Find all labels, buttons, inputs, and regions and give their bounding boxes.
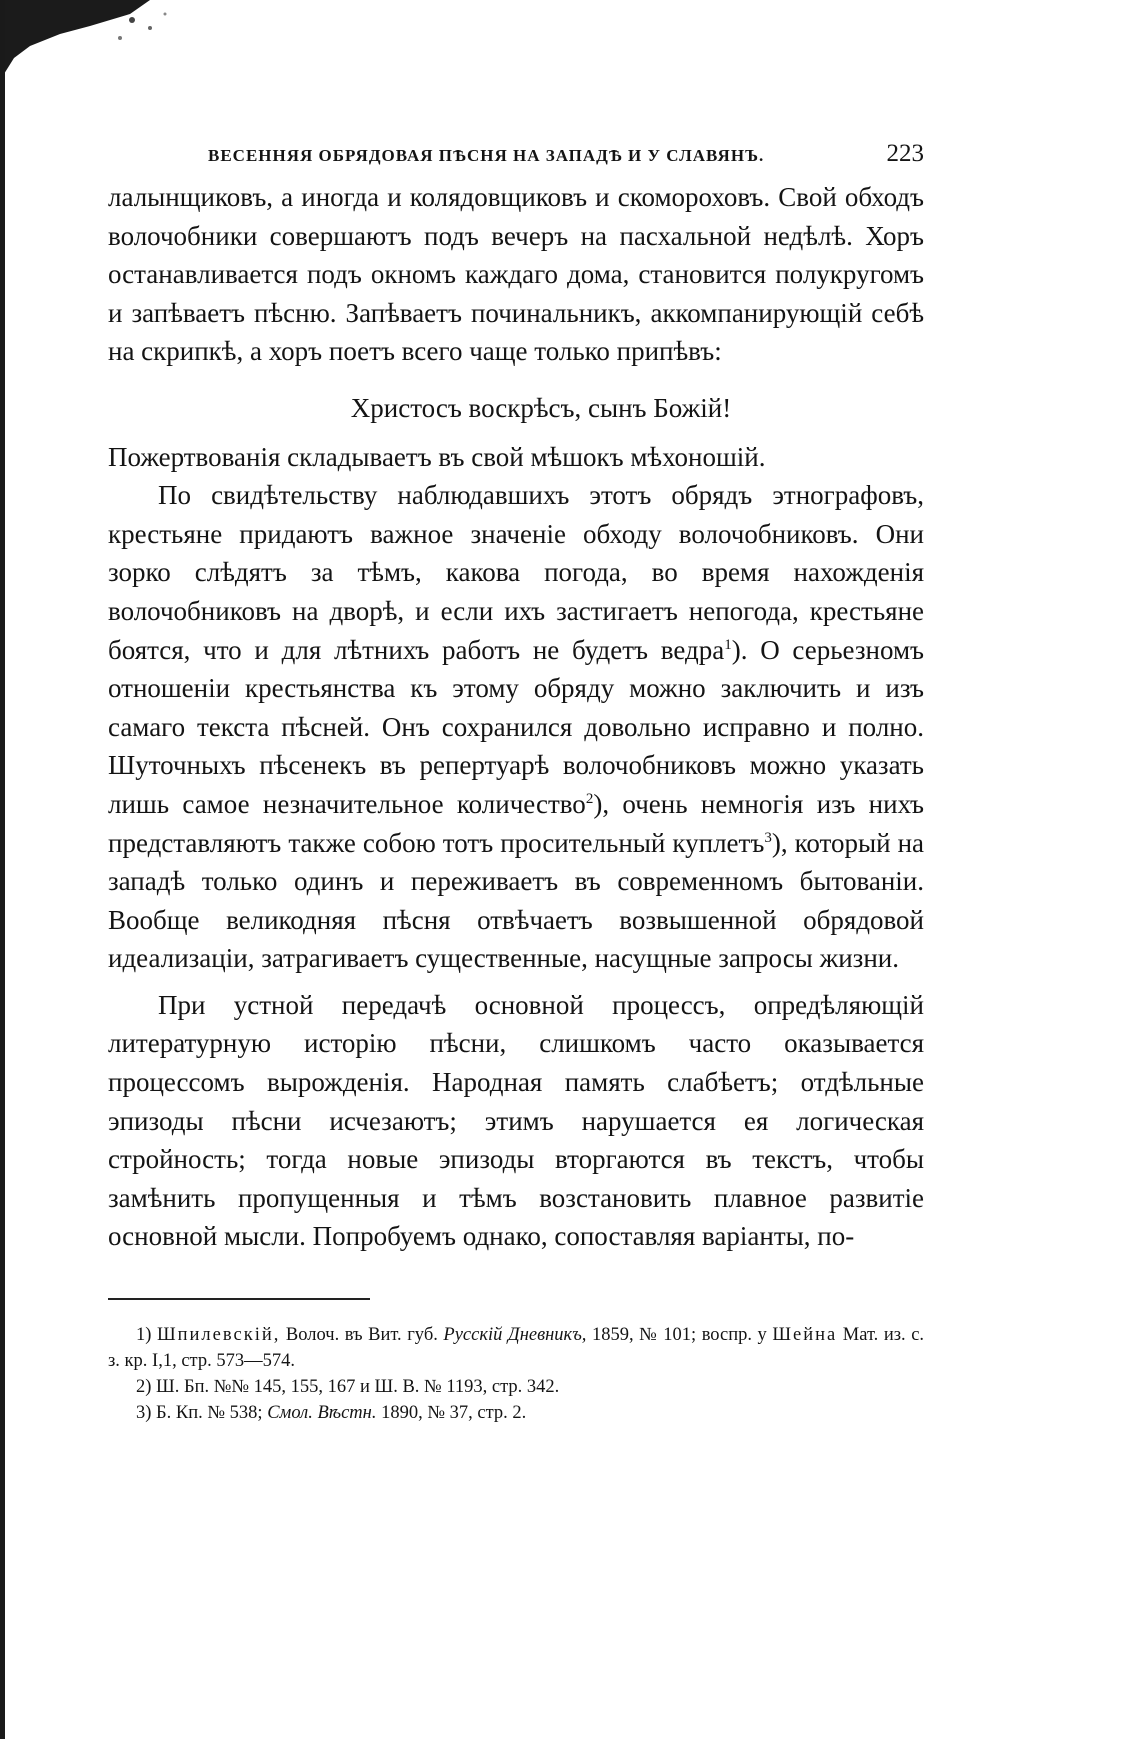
paragraph-3-part-a: По свидѣтельству наблюдавшихъ этотъ обрядъ этнографовъ, крестьяне придаютъ важное значеніе обходу волочобниковъ. Они зорко слѣдятъ за тѣмъ, какова погода, во время нахожденія волочобниковъ на дворѣ, и если ихъ застигаетъ непогода, крестьяне боятся, что и для лѣтнихъ работъ не будетъ ведра: [108, 480, 924, 665]
footnote-ref-3: 3: [764, 829, 772, 846]
page-number: 223: [886, 140, 924, 167]
footnote-1-author2: Шейна: [772, 1325, 838, 1346]
running-head: [108, 130, 924, 178]
paragraph-4: При устной передачѣ основной процессъ, опредѣляющій литературную исторію пѣсни, слишкомъ часто оказывается процессомъ вырожденія. Народная память слабѣетъ; отдѣльные эпизоды пѣсни исчезаютъ; этимъ нарушается ея логическая стройность; тогда новые эпизоды вторгаются въ текстъ, чтобы замѣнить пропущенныя и тѣмъ возстановить плавное развитіе основной мысли. Попробуемъ однако, сопоставляя варіанты, по-: [108, 989, 924, 1252]
footnote-1-journal: Русскій Дневникъ,: [443, 1325, 587, 1346]
paragraph-1: лалынщиковъ, а иногда и колядовщиковъ и скомороховъ. Свой обходъ волочобники совершаютъ подъ вечеръ на пасхальной недѣлѣ. Хоръ останавливается подъ окномъ каждаго дома, становится полукругомъ и запѣваетъ пѣсню. Запѣваетъ починальникъ, аккомпанирующій себѣ на скрипкѣ, а хоръ поетъ всего чаще только припѣвъ:: [108, 182, 924, 367]
scan-left-edge: [0, 0, 5, 1739]
footnote-3-journal: Смол. Вѣстн.: [267, 1403, 377, 1424]
scan-corner-artifact: [0, 0, 190, 120]
footnote-2: 2) Ш. Бп. №№ 145, 155, 167 и Ш. В. № 1193, стр. 342.: [136, 1377, 560, 1398]
running-title: ВЕСЕННЯЯ ОБРЯДОВАЯ ПѢСНЯ НА ЗАПАДѢ И У СЛАВЯНЪ.: [208, 146, 765, 165]
paragraph-3-part-c: , очень немногія изъ нихъ представляютъ также собою тотъ просительный куплетъ: [108, 788, 924, 858]
footnote-1: [108, 1322, 924, 1374]
footnote-3-text-a: 3) Б. Кп. № 538;: [136, 1403, 263, 1424]
footnote-1-author: Шпилевскій,: [156, 1325, 281, 1346]
book-page: [108, 130, 924, 1426]
paragraph-2: Пожертвованія складываетъ въ свой мѣшокъ мѣхоношій.: [108, 441, 766, 472]
footnote-ref-2: 2: [585, 790, 594, 807]
footnote-ref-1: 1: [724, 636, 732, 653]
main-text: [108, 178, 924, 1256]
footnote-1-text-c: Мат. из. с. з. кр. I,1, стр. 573—574.: [108, 1325, 925, 1372]
verse-line: Христосъ воскрѣсъ, сынъ Божій!: [350, 392, 732, 423]
footnote-1-text-a: Волоч. въ Вит. губ.: [285, 1325, 438, 1346]
footnote-1-text-b: 1859, № 101; воспр. у: [591, 1325, 767, 1346]
footnotes: [108, 1322, 924, 1426]
paragraph-3: По свидѣтельству наблюдавшихъ этотъ обрядъ этнографовъ, крестьяне придаютъ важное значеніе обходу волочобниковъ. Они зорко слѣдятъ за тѣмъ, какова погода, во время нахожденія волочобниковъ на дворѣ, и если ихъ застигаетъ непогода, крестьяне боятся, что и для лѣтнихъ работъ не будетъ ведра$^1$). О серьезномъ отношеніи крестьянства къ этому обряду можно заключить и изъ самаго текста пѣсней. Онъ сохранился довольно исправно и полно. Шуточныхъ пѣсенекъ въ репертуарѣ волочобниковъ можно указать лишь самое незначительное количество$^2$), очень немногія изъ нихъ представляютъ также собою тотъ просительный куплетъ$^3$), который на западѣ только одинъ и переживаетъ въ современномъ бытованіи. Вообще великодняя пѣсня отвѣчаетъ возвышенной обрядовой идеализаціи, затрагиваетъ существенные, насущные запросы жизни.: [108, 480, 925, 974]
footnote-separator: [108, 1298, 370, 1300]
footnote-1-number: 1): [136, 1325, 152, 1346]
paragraph-3-part-d: , который на западѣ только одинъ и переживаетъ въ современномъ бытованіи. Вообще великодняя пѣсня отвѣчаетъ возвышенной обрядовой идеализаціи, затрагиваетъ существенные, насущные запросы жизни.: [108, 827, 925, 974]
paragraph-3-part-b: . О серьезномъ отношеніи крестьянства къ этому обряду можно заключить и изъ самаго текста пѣсней. Онъ сохранился довольно исправно и полно. Шуточныхъ пѣсенекъ въ репертуарѣ волочобниковъ можно указать лишь самое незначительное количество: [108, 634, 925, 819]
footnote-3-text-b: 1890, № 37, стр. 2.: [381, 1403, 527, 1424]
footnote-3: [108, 1400, 924, 1426]
